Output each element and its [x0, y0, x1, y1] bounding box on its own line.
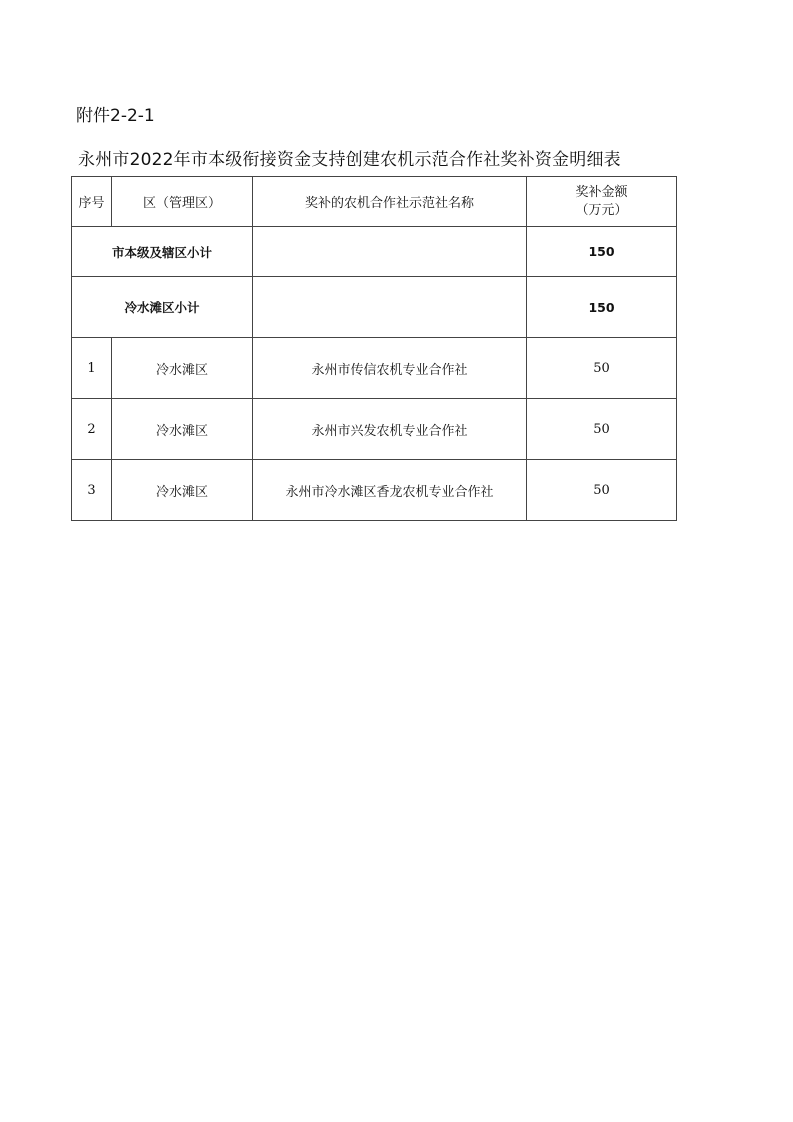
row-amount: 50 [527, 399, 677, 460]
row-coop-name: 永州市传信农机专业合作社 [253, 338, 527, 399]
row-district: 冷水滩区 [112, 460, 253, 521]
header-index: 序号 [72, 177, 112, 227]
attachment-label: 附件2-2-1 [76, 106, 155, 126]
header-district: 区（管理区） [112, 177, 253, 227]
header-coop-name: 奖补的农机合作社示范社名称 [253, 177, 527, 227]
header-amount-line1: 奖补金额 [575, 184, 628, 200]
subtotal-amount: 150 [527, 227, 677, 277]
subtotal-empty [253, 227, 527, 277]
subtotal-row [72, 227, 677, 277]
subtotal-label: 市本级及辖区小计 [72, 227, 253, 277]
table-row [72, 338, 677, 399]
row-amount: 50 [527, 338, 677, 399]
row-index: 3 [72, 460, 112, 521]
subtotal-row [72, 277, 677, 338]
subsidy-table [71, 176, 677, 521]
subtotal-empty [253, 277, 527, 338]
document-title: 永州市2022年市本级衔接资金支持创建农机示范合作社奖补资金明细表 [78, 150, 621, 170]
subtotal-amount: 150 [527, 277, 677, 338]
header-amount [527, 177, 677, 227]
row-district: 冷水滩区 [112, 399, 253, 460]
row-district: 冷水滩区 [112, 338, 253, 399]
header-amount-line2: （万元） [575, 202, 628, 218]
table-row [72, 460, 677, 521]
table-row [72, 399, 677, 460]
subtotal-label: 冷水滩区小计 [72, 277, 253, 338]
row-coop-name: 永州市冷水滩区香龙农机专业合作社 [253, 460, 527, 521]
row-amount: 50 [527, 460, 677, 521]
row-index: 1 [72, 338, 112, 399]
table-header-row [72, 177, 677, 227]
row-index: 2 [72, 399, 112, 460]
row-coop-name: 永州市兴发农机专业合作社 [253, 399, 527, 460]
